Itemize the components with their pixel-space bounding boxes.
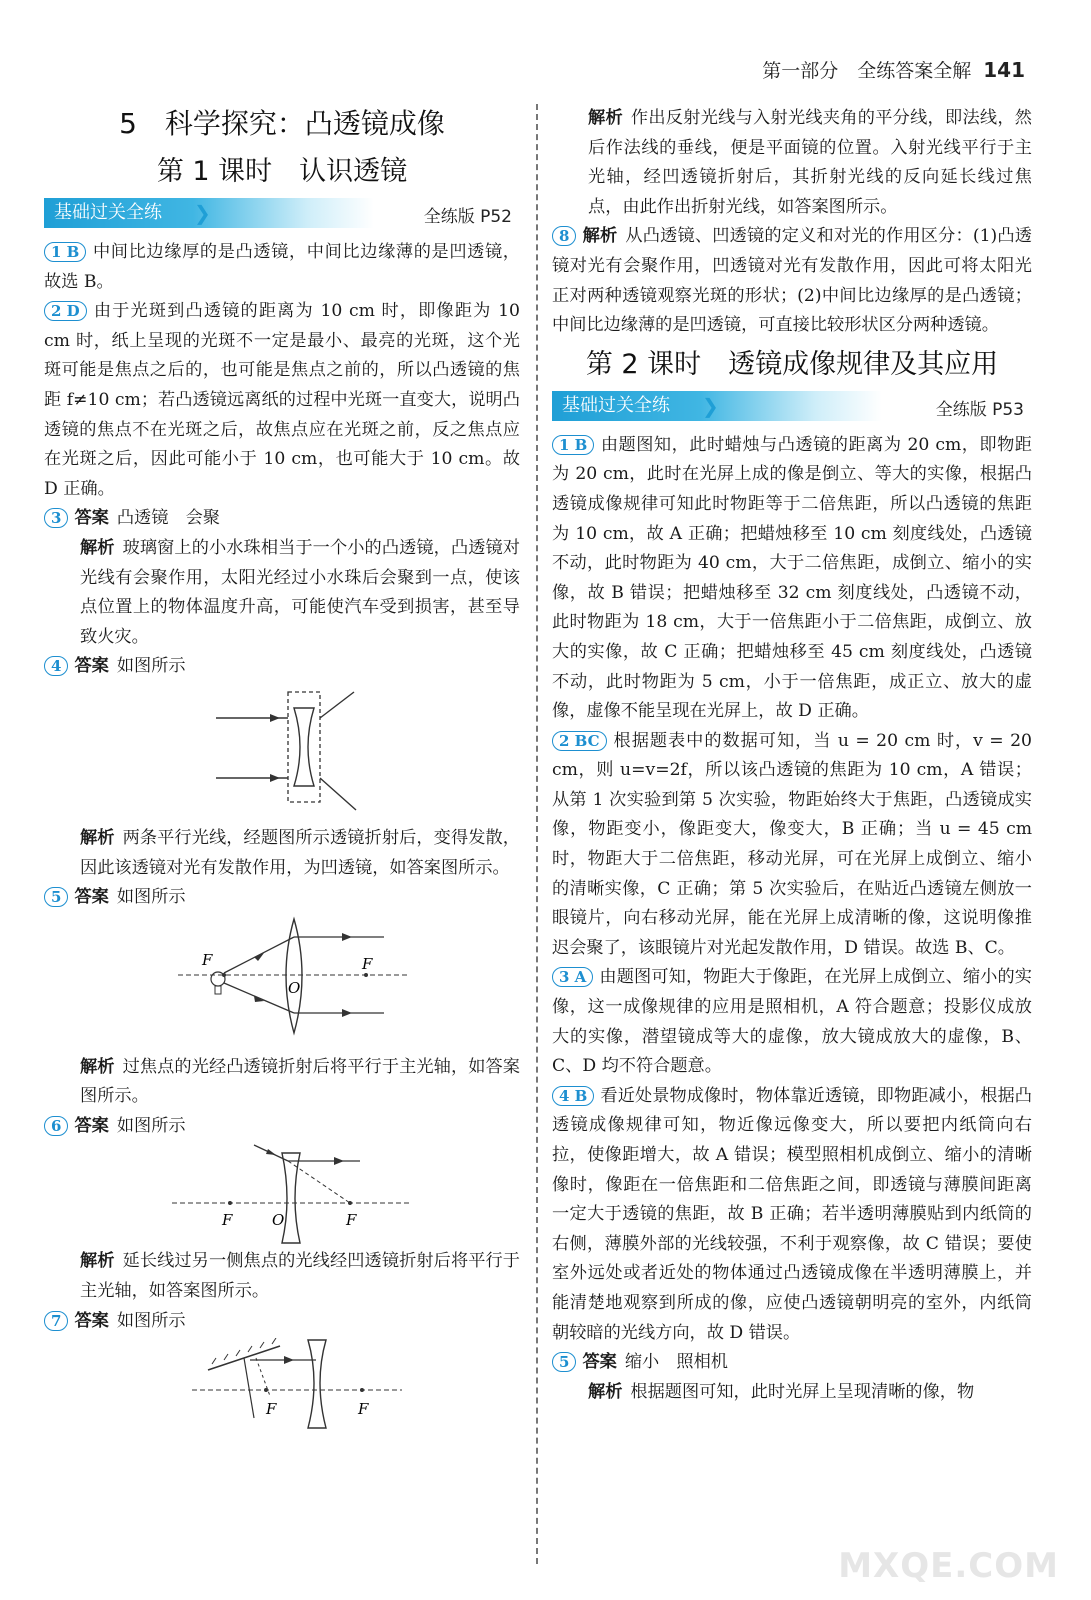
optical-center-label: O xyxy=(272,1211,285,1230)
answer-text: 缩小 照相机 xyxy=(624,1352,728,1373)
answer-text: 凸透镜 会聚 xyxy=(116,508,220,529)
item-number: 2 BC xyxy=(552,731,607,751)
chevron-right-icon: ❯ xyxy=(702,393,719,418)
exercise-bar-2 xyxy=(552,391,1032,425)
item-number: 7 xyxy=(44,1311,68,1331)
analysis-r5 xyxy=(552,1378,1032,1408)
analysis-keyword: 解析 xyxy=(80,537,115,558)
answer-item-6 xyxy=(44,1112,520,1142)
analysis-keyword: 解析 xyxy=(80,1056,115,1077)
focus-label-right: F xyxy=(346,1211,357,1230)
analysis-text: 根据题图可知，此时光屏上呈现清晰的像，物 xyxy=(630,1381,975,1402)
exercise-bar-label: 基础过关全练 xyxy=(552,391,882,421)
figure-mirror-lens xyxy=(44,1338,520,1434)
section-title: 5 科学探究：凸透镜成像 xyxy=(119,107,445,140)
answer-item-4 xyxy=(44,652,520,682)
answer-text: 如图所示 xyxy=(116,1310,186,1331)
focus-label-left: F xyxy=(266,1400,277,1419)
item-number: 1 B xyxy=(552,435,594,455)
item-text: 根据题表中的数据可知，当 u = 20 cm 时，v = 20 cm，则 u=v=2f，所以该凸透镜的焦距为 10 cm，A 错误；从第 1 次实验到第 5 次实验，物距始终大于焦距，凸透镜成实像，物距变小，像距变大，像变大，B 正确；当 u = 45 cm 时，物距大于二倍焦距，移动光屏，可在光屏上成倒立、缩小的清晰实像，C 正确；第 5 次实验后，在贴近凸透镜左侧放一眼镜片，向右移动光屏，能在光屏上成清晰的像，这说明像推迟会聚了，该眼镜片对光起发散作用，D 错误。故选 B、C。 xyxy=(552,730,1032,958)
figure-5-svg xyxy=(44,915,520,1051)
answer-item-1 xyxy=(44,238,520,297)
answer-keyword: 答案 xyxy=(582,1352,617,1373)
item-number: 5 xyxy=(44,887,68,907)
figure-6-svg xyxy=(44,1143,520,1245)
answer-keyword: 答案 xyxy=(74,656,109,677)
answer-keyword: 答案 xyxy=(74,1115,109,1136)
analysis-7 xyxy=(552,104,1032,222)
column-divider xyxy=(536,104,538,1564)
item-number: 4 xyxy=(44,656,68,676)
item-number: 3 xyxy=(44,508,68,528)
answer-item-5 xyxy=(44,883,520,913)
figure-4-svg xyxy=(44,684,520,822)
item-text: 由于光斑到凸透镜的距离为 10 cm 时，即像距为 10 cm 时，纸上呈现的光斑不一定是最小、最亮的光斑，这个光斑可能是焦点之后的，也可能是焦点之前的，所以凸透镜的焦距 f≠10 cm；若凸透镜远离纸的过程中光斑一直变大，说明凸透镜的焦点不在光斑之后，故焦点应在光斑之前，反之焦点应在光斑之后，因此可能小于 10 cm，也可能大于 10 cm。故 D 正确。 xyxy=(44,301,520,499)
answer-text: 如图所示 xyxy=(116,1115,186,1136)
analysis-keyword: 解析 xyxy=(582,226,618,247)
item-number: 6 xyxy=(44,1116,68,1136)
analysis-text: 延长线过另一侧焦点的光线经凹透镜折射后将平行于主光轴，如答案图所示。 xyxy=(80,1251,520,1302)
answer-item-r4 xyxy=(552,1082,1032,1348)
answer-keyword: 答案 xyxy=(74,1310,109,1331)
focus-label-right: F xyxy=(358,1400,369,1419)
item-number: 5 xyxy=(552,1352,576,1372)
item-text: 由题图可知，物距大于像距，在光屏上成倒立、缩小的实像，这一成像规律的应用是照相机，A 符合题意；投影仪成放大的实像，潜望镜成等大的虚像，放大镜成放大的虚像，B、C、D 均不符合题意。 xyxy=(552,967,1032,1077)
exercise-bar-ref: 全练版 P53 xyxy=(935,399,1024,420)
answer-item-8 xyxy=(552,222,1032,340)
lesson-1-title: 第 1 课时 认识透镜 xyxy=(156,156,408,187)
exercise-bar-label: 基础过关全练 xyxy=(44,198,374,228)
analysis-text: 过焦点的光经凸透镜折射后将平行于主光轴，如答案图所示。 xyxy=(80,1056,520,1107)
analysis-4 xyxy=(44,824,520,883)
figure-concave-lens-rays xyxy=(44,1143,520,1245)
answer-item-r3 xyxy=(552,963,1032,1081)
focus-label-right: F xyxy=(362,954,373,973)
analysis-5 xyxy=(44,1053,520,1112)
answer-item-3 xyxy=(44,504,520,534)
answer-item-2 xyxy=(44,297,520,504)
figure-concave-lens-box xyxy=(44,684,520,822)
page-header xyxy=(762,56,1025,83)
analysis-text: 两条平行光线，经题图所示透镜折射后，变得发散，因此该透镜对光有发散作用，为凹透镜，如答案图所示。 xyxy=(80,827,520,878)
answer-keyword: 答案 xyxy=(74,508,109,529)
item-text: 中间比边缘厚的是凸透镜，中间比边缘薄的是凹透镜，故选 B。 xyxy=(44,242,520,292)
answer-item-7 xyxy=(44,1307,520,1337)
analysis-6 xyxy=(44,1247,520,1306)
exercise-bar-1 xyxy=(44,198,520,232)
item-number: 1 B xyxy=(44,242,86,262)
answer-text: 如图所示 xyxy=(116,887,186,908)
analysis-keyword: 解析 xyxy=(588,1381,623,1402)
analysis-text: 玻璃窗上的小水珠相当于一个小的凸透镜，凸透镜对光线有会聚作用，太阳光经过小水珠后会聚到一点，使该点位置上的物体温度升高，可能使汽车受到损害，甚至导致火灾。 xyxy=(80,537,520,647)
page-number: 141 xyxy=(983,58,1025,82)
item-text: 由题图知，此时蜡烛与凸透镜的距离为 20 cm，即物距为 20 cm，此时在光屏上成的像是倒立、等大的实像，根据凸透镜成像规律可知此时物距等于二倍焦距，所以凸透镜的焦距为 10 cm，故 A 正确；把蜡烛移至 10 cm 刻度线处，凸透镜不动，此时物距为 40 cm，大于二倍焦距，成倒立、缩小的实像，故 B 错误；把蜡烛移至 32 cm 刻度线处，凸透镜不动，此时物距为 18 cm，大于一倍焦距小于二倍焦距，成倒立、放大的实像，故 C 正确；把蜡烛移至 45 cm 刻度线处，凸透镜不动，此时物距为 5 cm，小于一倍焦距，成正立、放大的虚像，虚像不能呈现在光屏上，故 D 正确。 xyxy=(552,434,1032,722)
item-number: 3 A xyxy=(552,967,593,987)
answer-item-r2 xyxy=(552,727,1032,964)
focus-label-left: F xyxy=(222,1211,233,1230)
item-text: 看近处景物成像时，物体靠近透镜，即物距减小，根据凸透镜成像规律可知，物近像远像变大，所以要把内纸筒向右拉，使像距增大，故 A 错误；模型照相机成倒立、缩小的清晰像时，像距在一倍焦距和二倍焦距之间，即透镜与薄膜间距离一定大于透镜的焦距，故 B 正确；若半透明薄膜贴到内纸筒的右侧，薄膜外部的光线较强，不利于观察像，故 C 错误；要使室外远处或者近处的物体通过凸透镜成像在半透明薄膜上，并能清楚地观察到所成的像，应使凸透镜朝明亮的室外，内纸筒朝较暗的光线方向，故 D 错误。 xyxy=(552,1085,1032,1343)
focus-label-left: F xyxy=(202,950,213,969)
answer-keyword: 答案 xyxy=(74,887,109,908)
analysis-keyword: 解析 xyxy=(80,827,115,848)
chevron-right-icon: ❯ xyxy=(194,201,211,225)
exercise-bar-ref: 全练版 P52 xyxy=(423,207,512,227)
item-number: 8 xyxy=(552,226,576,246)
answer-item-r5 xyxy=(552,1348,1032,1378)
answer-item-r1 xyxy=(552,431,1032,727)
watermark: MXQE.COM xyxy=(838,1546,1059,1586)
item-number: 4 B xyxy=(552,1086,594,1106)
item-number: 2 D xyxy=(44,301,87,321)
lesson-2-title: 第 2 课时 透镜成像规律及其应用 xyxy=(585,348,999,380)
figure-convex-lens xyxy=(44,915,520,1051)
right-column xyxy=(552,104,1032,1407)
figure-7-svg xyxy=(44,1338,520,1434)
answer-text: 如图所示 xyxy=(116,656,186,677)
analysis-3 xyxy=(44,534,520,652)
left-column xyxy=(44,104,520,1436)
optical-center-label: O xyxy=(288,978,301,997)
analysis-text: 作出反射光线与入射光线夹角的平分线，即法线，然后作法线的垂线，便是平面镜的位置。入射光线平行于主光轴，经凹透镜折射后，其折射光线的反向延长线过焦点，由此作出折射光线，如答案图所示。 xyxy=(588,108,1032,217)
analysis-keyword: 解析 xyxy=(588,108,623,128)
analysis-keyword: 解析 xyxy=(80,1251,115,1272)
analysis-text: 从凸透镜、凹透镜的定义和对光的作用区分：(1)凸透镜对光有会聚作用，凹透镜对光有发散作用，因此可将太阳光正对两种透镜观察光斑的形状；(2)中间比边缘厚的是凸透镜；中间比边缘薄的是凹透镜，可直接比较形状区分两种透镜。 xyxy=(552,226,1032,336)
header-part: 第一部分 全练答案全解 xyxy=(762,60,972,82)
